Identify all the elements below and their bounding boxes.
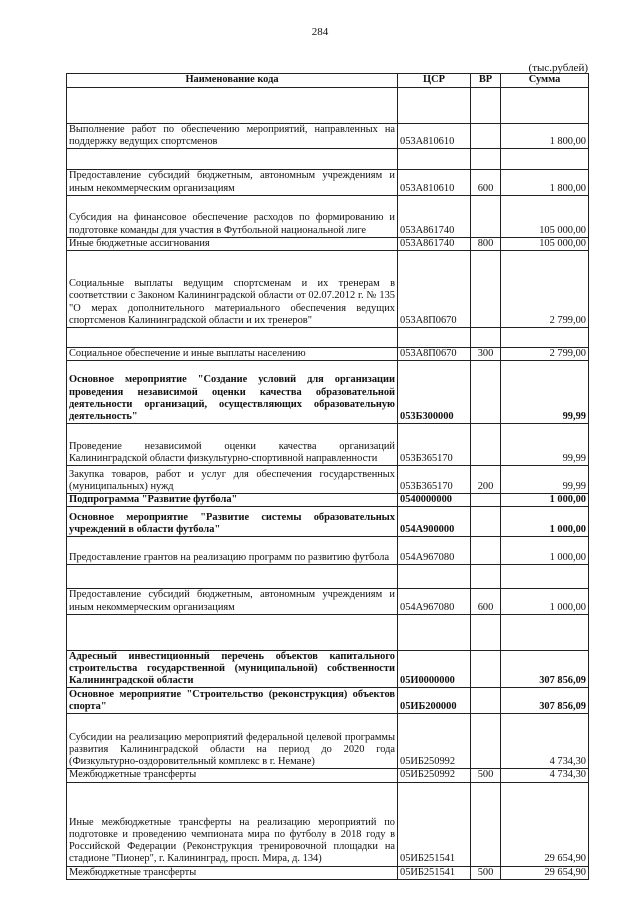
- cell-name: Основное мероприятие "Строительство (реконструкция) объектов спорта": [67, 688, 398, 714]
- cell-sum: 99,99: [501, 361, 589, 424]
- cell-csr: 053Б365170: [398, 424, 471, 466]
- cell-name: Межбюджетные трансферты: [67, 866, 398, 879]
- cell-vr: [471, 507, 501, 537]
- table-row: [67, 466, 589, 494]
- cell-sum: 4 734,30: [501, 769, 589, 782]
- cell-vr: [471, 614, 501, 650]
- table-row: [67, 88, 589, 124]
- header-csr: ЦСР: [398, 74, 471, 88]
- table-row: [67, 251, 589, 328]
- table-row: [67, 507, 589, 537]
- cell-sum: 105 000,00: [501, 195, 589, 237]
- cell-csr: 053А810610: [398, 124, 471, 149]
- table-row: [67, 237, 589, 250]
- cell-name: Субсидии на реализацию мероприятий федеральной целевой программы развития Калининградской области на период до 2020 года (Физкультурно-оздоровительный комплекс в г. Немане): [67, 714, 398, 769]
- cell-csr: 05ИБ200000: [398, 688, 471, 714]
- cell-sum: 4 734,30: [501, 714, 589, 769]
- units-label: (тыс.рублей): [528, 62, 588, 74]
- cell-name: Предоставление субсидий бюджетным, автономным учреждениям и иным некоммерческим организациям: [67, 170, 398, 195]
- table-row: [67, 565, 589, 589]
- cell-sum: 307 856,09: [501, 688, 589, 714]
- cell-vr: 600: [471, 589, 501, 614]
- cell-vr: [471, 565, 501, 589]
- table-row: [67, 424, 589, 466]
- cell-name: Подпрограмма "Развитие футбола": [67, 494, 398, 507]
- cell-csr: 054А967080: [398, 537, 471, 565]
- cell-sum: 99,99: [501, 466, 589, 494]
- header-name: Наименование кода: [67, 74, 398, 88]
- cell-csr: 054А900000: [398, 507, 471, 537]
- cell-sum: 1 800,00: [501, 170, 589, 195]
- cell-name: [67, 328, 398, 348]
- cell-name: Предоставление грантов на реализацию программ по развитию футбола: [67, 537, 398, 565]
- cell-name: [67, 565, 398, 589]
- cell-sum: 1 000,00: [501, 589, 589, 614]
- table-row: [67, 348, 589, 361]
- cell-name: [67, 88, 398, 124]
- cell-vr: [471, 328, 501, 348]
- cell-vr: [471, 88, 501, 124]
- cell-csr: [398, 149, 471, 170]
- cell-csr: 05ИБ250992: [398, 714, 471, 769]
- table-row: [67, 782, 589, 866]
- cell-csr: 053Б365170: [398, 466, 471, 494]
- cell-name: Иные межбюджетные трансферты на реализацию мероприятий по подготовке и проведению чемпионата мира по футболу в 2018 году в Российской Федерации (Реконструкция тренировочной площадки на стадионе "Пионер", г. Калининград, просп. Мира, д. 134): [67, 782, 398, 866]
- cell-csr: 0540000000: [398, 494, 471, 507]
- cell-csr: [398, 614, 471, 650]
- cell-sum: 99,99: [501, 424, 589, 466]
- cell-csr: 053А8П0670: [398, 251, 471, 328]
- table-row: [67, 361, 589, 424]
- cell-name: Предоставление субсидий бюджетным, автономным учреждениям и иным некоммерческим организациям: [67, 589, 398, 614]
- cell-csr: 053А810610: [398, 170, 471, 195]
- cell-vr: 600: [471, 170, 501, 195]
- cell-sum: 1 000,00: [501, 537, 589, 565]
- table-row: [67, 866, 589, 879]
- cell-name: Социальные выплаты ведущим спортсменам и их тренерам в соответствии с Законом Калининградской области от 02.07.2012 г. № 135 "О мерах дополнительного материального обеспечения ведущих спортсменов Калининградской области и их тренеров": [67, 251, 398, 328]
- cell-sum: 2 799,00: [501, 251, 589, 328]
- cell-vr: [471, 124, 501, 149]
- table-row: [67, 195, 589, 237]
- table-row: [67, 769, 589, 782]
- table-row: [67, 494, 589, 507]
- cell-sum: 307 856,09: [501, 650, 589, 688]
- cell-vr: [471, 688, 501, 714]
- cell-csr: [398, 328, 471, 348]
- table-row: [67, 650, 589, 688]
- cell-csr: 053А861740: [398, 237, 471, 250]
- table-row: [67, 614, 589, 650]
- table-row: [67, 714, 589, 769]
- cell-name: Адресный инвестиционный перечень объектов капитального строительства государственной (муниципальной) собственности Калининградской области: [67, 650, 398, 688]
- table-row: [67, 328, 589, 348]
- cell-name: Проведение независимой оценки качества организаций Калининградской области физкультурно-спортивной направленности: [67, 424, 398, 466]
- table-row: [67, 149, 589, 170]
- cell-csr: 05И0000000: [398, 650, 471, 688]
- cell-name: Выполнение работ по обеспечению мероприятий, направленных на поддержку ведущих спортсменов: [67, 124, 398, 149]
- cell-sum: 2 799,00: [501, 348, 589, 361]
- cell-sum: 1 000,00: [501, 507, 589, 537]
- cell-sum: [501, 614, 589, 650]
- cell-name: Основное мероприятие "Развитие системы образовательных учреждений в области футбола": [67, 507, 398, 537]
- cell-csr: 053А861740: [398, 195, 471, 237]
- cell-csr: 05ИБ251541: [398, 866, 471, 879]
- cell-sum: 105 000,00: [501, 237, 589, 250]
- cell-name: Социальное обеспечение и иные выплаты населению: [67, 348, 398, 361]
- cell-name: Закупка товаров, работ и услуг для обеспечения государственных (муниципальных) нужд: [67, 466, 398, 494]
- cell-csr: 05ИБ250992: [398, 769, 471, 782]
- cell-sum: 29 654,90: [501, 866, 589, 879]
- cell-name: Межбюджетные трансферты: [67, 769, 398, 782]
- cell-vr: [471, 650, 501, 688]
- cell-sum: [501, 149, 589, 170]
- cell-csr: [398, 88, 471, 124]
- cell-name: Иные бюджетные ассигнования: [67, 237, 398, 250]
- cell-vr: [471, 149, 501, 170]
- cell-sum: [501, 565, 589, 589]
- cell-name: [67, 614, 398, 650]
- cell-csr: 05ИБ251541: [398, 782, 471, 866]
- cell-vr: 500: [471, 866, 501, 879]
- cell-sum: [501, 88, 589, 124]
- cell-csr: 054А967080: [398, 589, 471, 614]
- cell-csr: 053А8П0670: [398, 348, 471, 361]
- cell-vr: [471, 494, 501, 507]
- cell-vr: 200: [471, 466, 501, 494]
- table-row: [67, 688, 589, 714]
- table-row: [67, 589, 589, 614]
- cell-sum: 1 800,00: [501, 124, 589, 149]
- cell-sum: 1 000,00: [501, 494, 589, 507]
- cell-vr: 500: [471, 769, 501, 782]
- header-sum: Сумма: [501, 74, 589, 88]
- cell-csr: 053Б300000: [398, 361, 471, 424]
- cell-vr: 300: [471, 348, 501, 361]
- table-row: [67, 124, 589, 149]
- cell-vr: [471, 251, 501, 328]
- table-body: [67, 88, 589, 880]
- cell-vr: [471, 361, 501, 424]
- cell-name: Субсидия на финансовое обеспечение расходов по формированию и подготовке команды для участия в Футбольной национальной лиге: [67, 195, 398, 237]
- cell-vr: [471, 714, 501, 769]
- cell-vr: 800: [471, 237, 501, 250]
- cell-name: Основное мероприятие "Создание условий для организации проведения независимой оценки качества образовательной деятельности организаций, осуществляющих образовательную деятельность": [67, 361, 398, 424]
- table-row: [67, 537, 589, 565]
- table-row: [67, 170, 589, 195]
- cell-vr: [471, 424, 501, 466]
- cell-vr: [471, 537, 501, 565]
- cell-csr: [398, 565, 471, 589]
- cell-sum: [501, 328, 589, 348]
- cell-vr: [471, 195, 501, 237]
- budget-table: [66, 73, 589, 880]
- header-vr: ВР: [471, 74, 501, 88]
- table-header-row: [67, 74, 589, 88]
- page-number: 284: [311, 26, 329, 38]
- cell-vr: [471, 782, 501, 866]
- cell-sum: 29 654,90: [501, 782, 589, 866]
- cell-name: [67, 149, 398, 170]
